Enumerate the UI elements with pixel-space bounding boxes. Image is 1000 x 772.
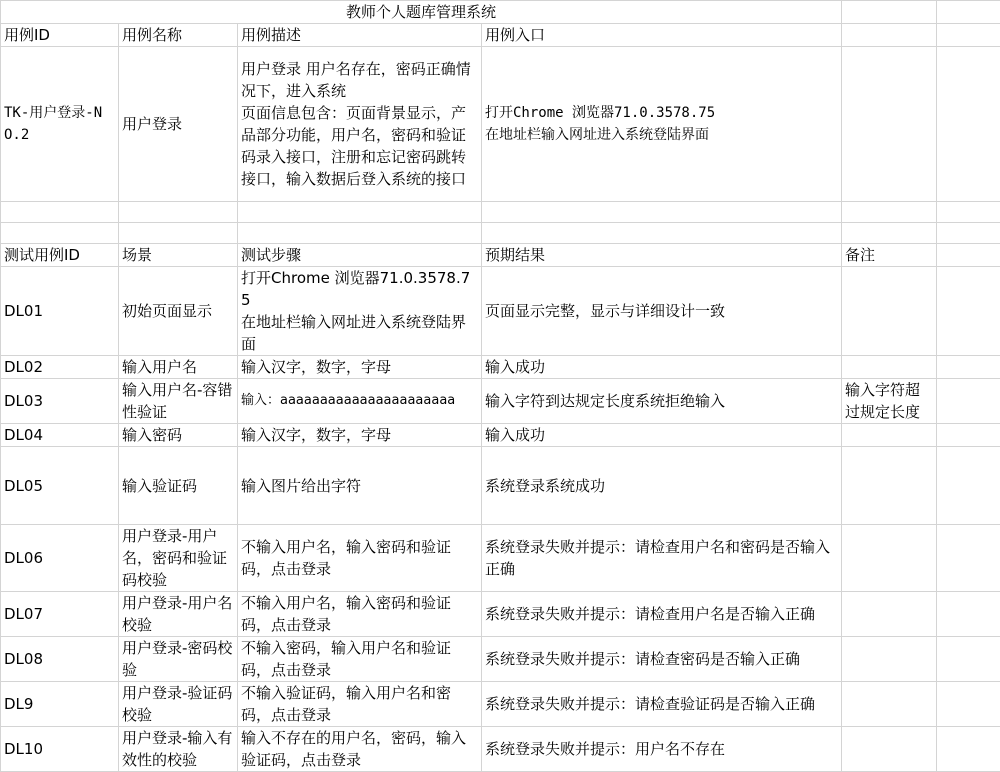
- empty-cell[interactable]: [937, 1, 1000, 24]
- table-row: [1, 356, 1000, 379]
- empty-cell[interactable]: [937, 637, 1000, 682]
- usecase-name-cell[interactable]: 用户登录: [119, 47, 238, 202]
- test-scene-text: 输入密码: [122, 424, 234, 446]
- test-expected-cell[interactable]: [482, 267, 842, 356]
- test-steps-cell[interactable]: [238, 682, 482, 727]
- empty-cell[interactable]: [482, 223, 842, 244]
- test-note-cell[interactable]: [842, 379, 937, 424]
- empty-cell[interactable]: [937, 244, 1000, 267]
- test-note-cell[interactable]: [842, 424, 937, 447]
- empty-cell[interactable]: [842, 1, 937, 24]
- test-expected-cell[interactable]: [482, 424, 842, 447]
- empty-cell[interactable]: [937, 267, 1000, 356]
- table-row: [1, 682, 1000, 727]
- header-usecase-name[interactable]: 用例名称: [119, 24, 238, 47]
- test-note-cell[interactable]: [842, 447, 937, 525]
- test-expected-cell[interactable]: [482, 637, 842, 682]
- test-steps-cell[interactable]: [238, 267, 482, 356]
- test-note-cell[interactable]: [842, 637, 937, 682]
- test-id-cell[interactable]: [1, 592, 119, 637]
- empty-cell[interactable]: [482, 202, 842, 223]
- test-id-text: DL04: [4, 424, 115, 446]
- test-steps-text: 输入不存在的用户名，密码，输入验证码，点击登录: [241, 727, 478, 771]
- header-usecase-desc[interactable]: 用例描述: [238, 24, 482, 47]
- test-scene-cell[interactable]: [119, 424, 238, 447]
- test-id-cell[interactable]: [1, 447, 119, 525]
- empty-cell[interactable]: [842, 24, 937, 47]
- table-row: [1, 727, 1000, 772]
- test-id-text: DL9: [4, 693, 115, 715]
- test-steps-text: 输入图片给出字符: [241, 475, 478, 497]
- usecase-desc-text: 用户登录 用户名存在，密码正确情况下，进入系统 页面信息包含：页面背景显示，产品部分功能，用户名，密码和验证码录入接口，注册和忘记密码跳转接口，输入数据后登入系统的接口: [241, 58, 478, 190]
- test-id-text: DL06: [4, 547, 115, 569]
- test-scene-text: 用户登录-用户名校验: [122, 592, 234, 636]
- test-expected-cell[interactable]: [482, 356, 842, 379]
- test-id-cell[interactable]: [1, 379, 119, 424]
- empty-cell[interactable]: [937, 682, 1000, 727]
- empty-cell[interactable]: [119, 223, 238, 244]
- test-steps-text: 输入：aaaaaaaaaaaaaaaaaaaaaa: [241, 390, 478, 412]
- test-note-cell[interactable]: [842, 727, 937, 772]
- empty-cell[interactable]: [937, 24, 1000, 47]
- test-scene-text: 输入用户名-容错性验证: [122, 379, 234, 423]
- test-id-text: DL01: [4, 300, 115, 322]
- empty-cell[interactable]: [937, 592, 1000, 637]
- test-scene-cell[interactable]: [119, 637, 238, 682]
- test-scene-cell[interactable]: [119, 267, 238, 356]
- test-id-cell[interactable]: [1, 525, 119, 592]
- test-scene-text: 输入验证码: [122, 475, 234, 497]
- test-scene-cell[interactable]: [119, 727, 238, 772]
- test-expected-text: 系统登录失败并提示：请检查用户名是否输入正确: [485, 603, 838, 625]
- test-note-text: 输入字符超过规定长度: [845, 379, 933, 423]
- empty-cell[interactable]: [937, 223, 1000, 244]
- test-steps-cell[interactable]: [238, 447, 482, 525]
- header-steps[interactable]: 测试步骤: [238, 244, 482, 267]
- usecase-id-cell[interactable]: TK-用户登录-NO.2: [1, 47, 119, 202]
- test-expected-cell[interactable]: [482, 727, 842, 772]
- test-note-cell[interactable]: [842, 525, 937, 592]
- test-steps-text: 不输入密码，输入用户名和验证码，点击登录: [241, 637, 478, 681]
- test-id-cell[interactable]: [1, 267, 119, 356]
- test-expected-text: 系统登录失败并提示：请检查密码是否输入正确: [485, 648, 838, 670]
- test-steps-cell[interactable]: [238, 356, 482, 379]
- empty-cell[interactable]: [842, 202, 937, 223]
- empty-cell[interactable]: [1, 202, 119, 223]
- table-row: [1, 447, 1000, 525]
- test-steps-text: 打开Chrome 浏览器71.0.3578.75 在地址栏输入网址进入系统登陆界面: [241, 267, 478, 355]
- empty-cell[interactable]: [937, 356, 1000, 379]
- test-id-text: DL08: [4, 648, 115, 670]
- table-row: [1, 525, 1000, 592]
- test-steps-cell[interactable]: [238, 424, 482, 447]
- empty-cell[interactable]: [937, 202, 1000, 223]
- test-expected-text: 系统登录失败并提示：请检查验证码是否输入正确: [485, 693, 838, 715]
- empty-cell[interactable]: [119, 202, 238, 223]
- test-scene-text: 用户登录-输入有效性的校验: [122, 727, 234, 771]
- test-note-cell[interactable]: [842, 592, 937, 637]
- test-expected-cell[interactable]: [482, 682, 842, 727]
- test-id-cell[interactable]: [1, 727, 119, 772]
- test-id-text: DL10: [4, 738, 115, 760]
- test-steps-text: 不输入用户名，输入密码和验证码，点击登录: [241, 536, 478, 580]
- test-expected-text: 系统登录失败并提示：用户名不存在: [485, 738, 838, 760]
- header-usecase-id[interactable]: 用例ID: [1, 24, 119, 47]
- test-id-text: DL07: [4, 603, 115, 625]
- test-scene-text: 用户登录-密码校验: [122, 637, 234, 681]
- empty-cell[interactable]: [842, 47, 937, 202]
- test-expected-cell[interactable]: [482, 592, 842, 637]
- test-scene-cell[interactable]: [119, 447, 238, 525]
- test-expected-cell[interactable]: [482, 525, 842, 592]
- usecase-entry-text: 打开Chrome 浏览器71.0.3578.75 在地址栏输入网址进入系统登陆界面: [485, 102, 838, 146]
- table-row: [1, 379, 1000, 424]
- test-scene-cell[interactable]: [119, 682, 238, 727]
- test-id-cell[interactable]: [1, 356, 119, 379]
- empty-cell[interactable]: [937, 447, 1000, 525]
- test-steps-text: 不输入用户名，输入密码和验证码，点击登录: [241, 592, 478, 636]
- test-steps-cell[interactable]: [238, 727, 482, 772]
- test-steps-cell[interactable]: [238, 637, 482, 682]
- test-id-cell[interactable]: [1, 424, 119, 447]
- table-row: [1, 637, 1000, 682]
- test-id-cell[interactable]: [1, 637, 119, 682]
- test-steps-cell[interactable]: [238, 592, 482, 637]
- test-scene-cell[interactable]: [119, 525, 238, 592]
- test-scene-text: 用户登录-用户名，密码和验证码校验: [122, 525, 234, 591]
- table-row: [1, 267, 1000, 356]
- header-test-id[interactable]: 测试用例ID: [1, 244, 119, 267]
- test-steps-text: 输入汉字，数字，字母: [241, 356, 478, 378]
- test-steps-text: 不输入验证码，输入用户名和密码，点击登录: [241, 682, 478, 726]
- test-note-cell[interactable]: [842, 356, 937, 379]
- test-steps-text: 输入汉字，数字，字母: [241, 424, 478, 446]
- table-row: [1, 424, 1000, 447]
- test-expected-cell[interactable]: [482, 447, 842, 525]
- test-scene-text: 初始页面显示: [122, 300, 234, 322]
- empty-cell[interactable]: [937, 424, 1000, 447]
- test-scene-cell[interactable]: [119, 379, 238, 424]
- test-expected-text: 输入成功: [485, 424, 838, 446]
- header-expected[interactable]: 预期结果: [482, 244, 842, 267]
- test-id-text: DL02: [4, 356, 115, 378]
- empty-cell[interactable]: [937, 727, 1000, 772]
- test-scene-text: 输入用户名: [122, 356, 234, 378]
- test-note-cell[interactable]: [842, 682, 937, 727]
- test-expected-text: 页面显示完整，显示与详细设计一致: [485, 300, 838, 322]
- test-id-text: DL03: [4, 390, 115, 412]
- test-id-text: DL05: [4, 475, 115, 497]
- table-row: [1, 592, 1000, 637]
- header-usecase-entry[interactable]: 用例入口: [482, 24, 842, 47]
- test-expected-text: 系统登录失败并提示：请检查用户名和密码是否输入正确: [485, 536, 838, 580]
- header-scene[interactable]: 场景: [119, 244, 238, 267]
- test-scene-cell[interactable]: [119, 356, 238, 379]
- test-steps-cell[interactable]: [238, 525, 482, 592]
- test-steps-cell[interactable]: [238, 379, 482, 424]
- empty-cell[interactable]: [238, 223, 482, 244]
- test-expected-text: 输入成功: [485, 356, 838, 378]
- empty-cell[interactable]: [1, 223, 119, 244]
- test-expected-cell[interactable]: [482, 379, 842, 424]
- test-scene-text: 用户登录-验证码校验: [122, 682, 234, 726]
- test-id-cell[interactable]: [1, 682, 119, 727]
- empty-cell[interactable]: [238, 202, 482, 223]
- empty-cell[interactable]: [937, 379, 1000, 424]
- test-expected-text: 系统登录系统成功: [485, 475, 838, 497]
- test-scene-cell[interactable]: [119, 592, 238, 637]
- empty-cell[interactable]: [937, 525, 1000, 592]
- header-note[interactable]: 备注: [842, 244, 937, 267]
- test-note-cell[interactable]: [842, 267, 937, 356]
- usecase-desc-cell[interactable]: [238, 47, 482, 202]
- test-expected-text: 输入字符到达规定长度系统拒绝输入: [485, 390, 838, 412]
- sheet-title[interactable]: 教师个人题库管理系统: [1, 1, 842, 24]
- empty-cell[interactable]: [937, 47, 1000, 202]
- usecase-entry-cell[interactable]: [482, 47, 842, 202]
- empty-cell[interactable]: [842, 223, 937, 244]
